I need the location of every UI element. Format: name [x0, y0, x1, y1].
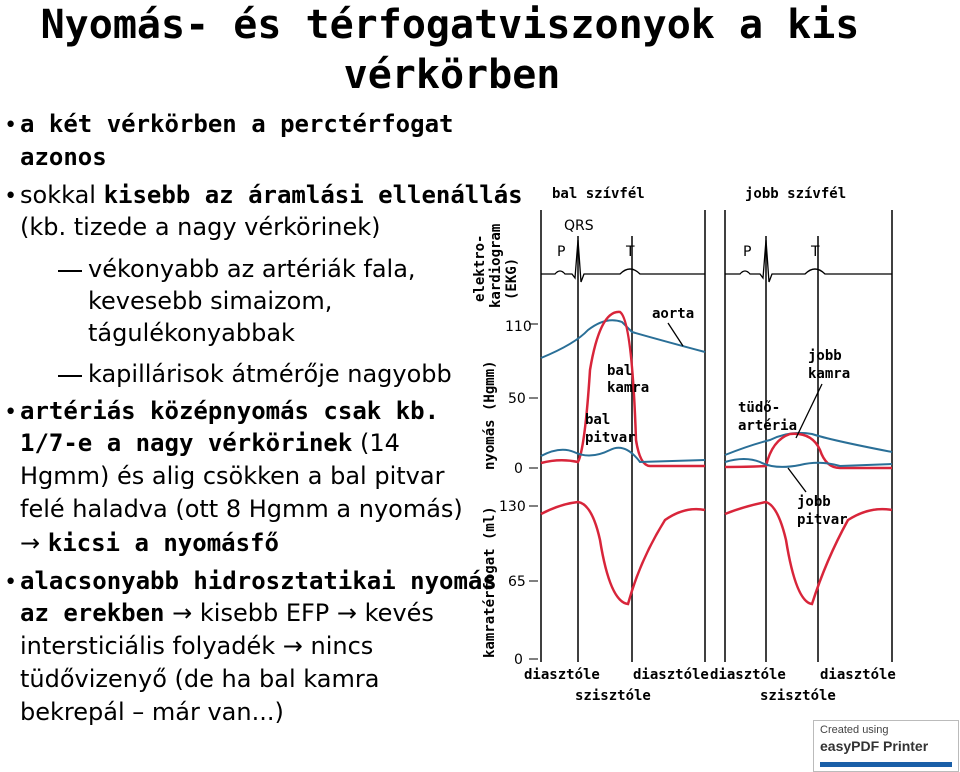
qrs-label: QRS: [564, 218, 594, 234]
sub-1-line-2: kevesebb simaizom,: [88, 287, 333, 315]
left-ventricle-volume-curve: [541, 502, 705, 604]
bullet-4-line-4: tüdővizenyő (de ha bal kamra: [20, 665, 380, 693]
right-atrium-pointer: [788, 468, 806, 492]
sub-2-line-1: kapillárisok átmérője nagyobb: [88, 360, 452, 388]
diastole-label-2: diasztóle: [633, 667, 709, 683]
bullet-3-line-3: Hgmm) és alig csökken a bal pitvar: [20, 462, 445, 490]
right-ventricle-label-1: jobb: [808, 348, 842, 364]
arrow-icon: →: [164, 599, 193, 627]
diastole-label-1: diasztóle: [524, 667, 600, 683]
left-atrium-label-1: bal: [585, 412, 611, 428]
bullet-3-line-4: felé haladva (ott 8 Hgmm a nyomás): [20, 495, 463, 523]
bullet-3-emphasis: 1/7-e a nagy vérkörinek: [20, 429, 353, 457]
tick-label-130: 130: [499, 499, 526, 515]
bullet-dot: •: [4, 400, 18, 425]
systole-label-1: szisztóle: [575, 688, 651, 704]
pressure-axis-label: nyomás (Hgmm): [482, 360, 498, 470]
ekg-label-1: elektro-: [472, 234, 488, 302]
bullet-4-keves: kevés: [357, 599, 434, 627]
right-ventricle-label-2: kamra: [808, 366, 851, 382]
t-wave-right-label: T: [811, 244, 820, 260]
p-wave-left-label: P: [557, 244, 566, 260]
bullet-3-line-1: artériás középnyomás csak kb.: [20, 397, 440, 425]
bullet-4-emphasis: az erekben: [20, 599, 165, 627]
watermark-bar: [820, 762, 952, 767]
pulmonary-artery-label-1: tüdő-: [738, 400, 781, 416]
tick-label-0-volume: 0: [514, 652, 523, 668]
watermark-line-2: easyPDF Printer: [820, 738, 929, 754]
right-atrium-label-1: jobb: [797, 494, 831, 510]
bullet-2-prefix: sokkal: [20, 181, 104, 209]
bullet-4-nincs: nincs: [302, 632, 374, 660]
aorta-label: aorta: [652, 306, 695, 322]
pulmonary-artery-label-2: artéria: [738, 418, 798, 434]
ekg-label-2: kardiogram: [488, 223, 504, 308]
tick-label-0-pressure: 0: [514, 461, 523, 477]
left-ventricle-label-1: bal: [607, 363, 633, 379]
bullet-3-suffix: (14: [352, 429, 400, 457]
tick-label-110: 110: [505, 319, 532, 335]
right-atrium-label-2: pitvar: [797, 512, 848, 528]
bullet-2-line-2: (kb. tizede a nagy vérkörinek): [20, 213, 381, 241]
left-ventricle-label-2: kamra: [607, 380, 650, 396]
bullet-3-conclusion: kicsi a nyomásfő: [47, 529, 279, 557]
bullet-dot: •: [4, 113, 18, 138]
bullet-4-line-5: bekrepál – már van...): [20, 698, 284, 726]
bullet-4-line-1: alacsonyabb hidrosztatikai nyomás: [20, 567, 497, 595]
ekg-label-3: (EKG): [504, 257, 520, 300]
systole-label-2: szisztóle: [760, 688, 836, 704]
left-atrium-label-2: pitvar: [585, 430, 636, 446]
p-wave-right-label: P: [743, 244, 752, 260]
bullet-1-line-2: azonos: [20, 143, 107, 171]
ekg-trace-left: [541, 240, 705, 282]
aorta-pressure-curve: [541, 320, 705, 358]
watermark-line-1: Created using: [820, 724, 889, 736]
bullet-dot: •: [4, 570, 18, 595]
ekg-axis-label: [472, 224, 520, 308]
bullet-4-efp: kisebb EFP: [192, 599, 337, 627]
bullet-2-emphasis: kisebb az áramlási ellenállás: [103, 181, 523, 209]
heart-right-header: jobb szívfél: [745, 186, 847, 202]
diastole-label-3: diasztóle: [710, 667, 786, 683]
page-title-line2: vérkörben: [343, 52, 561, 98]
tick-label-65: 65: [508, 574, 526, 590]
easypdf-watermark[interactable]: [813, 720, 959, 772]
arrow-icon: →: [336, 599, 357, 627]
heart-left-header: bal szívfél: [552, 186, 645, 202]
diastole-label-4: diasztóle: [820, 667, 896, 683]
tick-label-50: 50: [508, 391, 526, 407]
bullet-dot: •: [4, 184, 18, 209]
sub-1-line-1: vékonyabb az artériák fala,: [88, 255, 416, 283]
bullet-4-line-3-text: intersticiális folyadék: [20, 632, 283, 660]
page-title: Nyomás- és térfogatviszonyok a kis: [40, 2, 860, 48]
arrow-icon: →: [20, 529, 48, 557]
t-wave-left-label: T: [626, 244, 635, 260]
sub-1-line-3: tágulékonyabbak: [88, 319, 295, 347]
arrow-icon: →: [282, 632, 303, 660]
bullet-1-line-1: a két vérkörben a perctérfogat: [20, 110, 454, 138]
volume-axis-label: kamratérfogat (ml): [482, 506, 498, 658]
